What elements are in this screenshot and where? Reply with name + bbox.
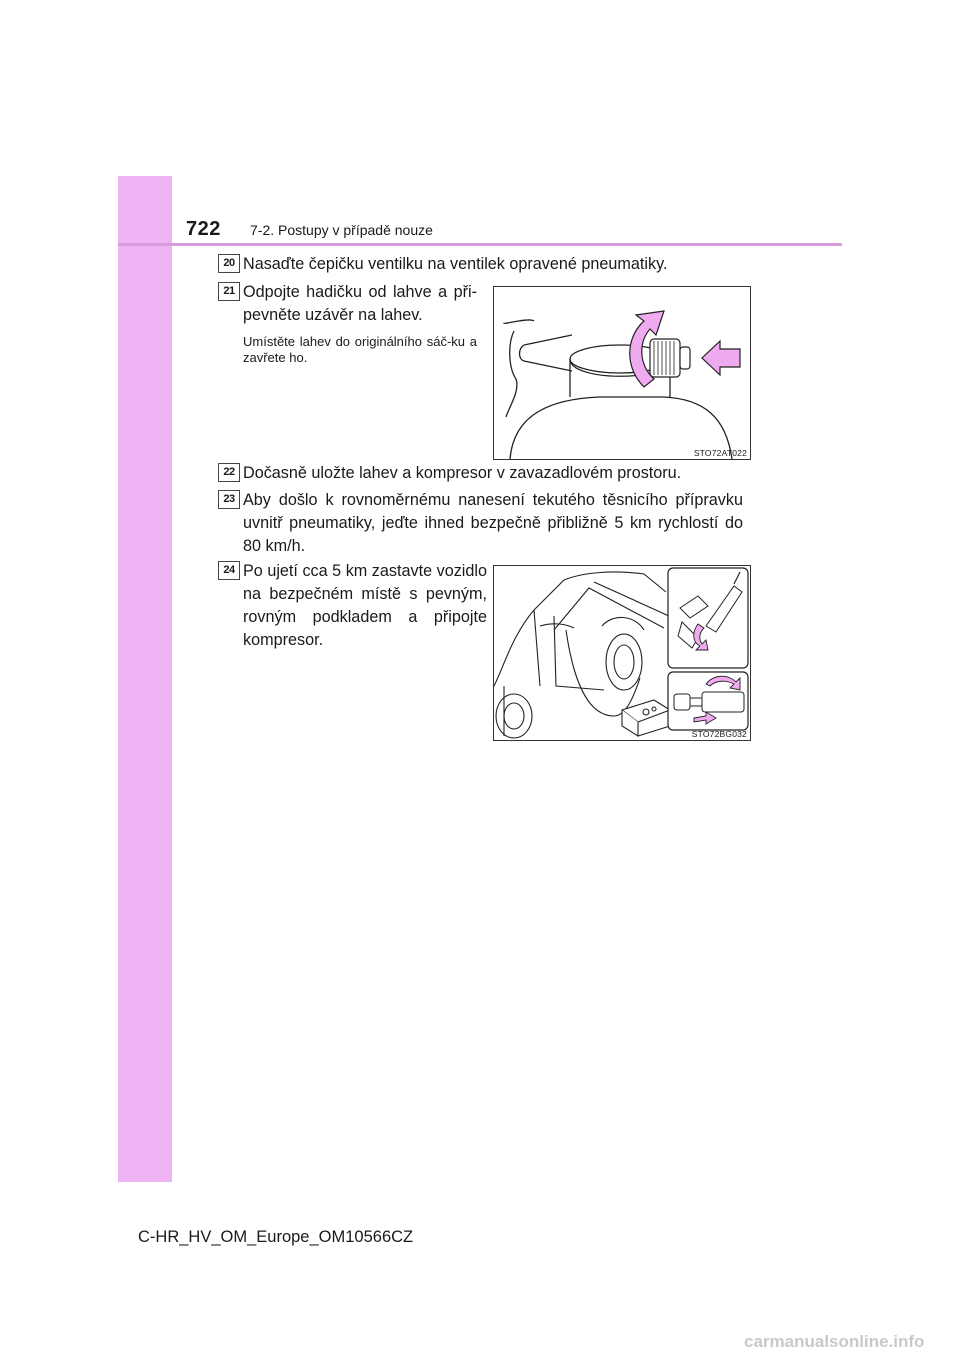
- step-20-text: Nasaďte čepičku ventilku na ventilek opravené pneumatiky.: [243, 255, 668, 273]
- car-compressor-figure: [493, 565, 751, 741]
- step-22-text: Dočasně uložte lahev a kompresor v zavazadlovém prostoru.: [243, 464, 682, 482]
- step-badge-20: 20: [218, 254, 240, 273]
- step-badge-23: 23: [218, 490, 240, 509]
- step-23-text: Aby došlo k rovnoměrnému nanesení tekutého těsnicího přípravku uvnitř pneumatiky, jeďte ihned bezpečně přibližně 5 km rychlostí do 80 km/h.: [243, 491, 743, 555]
- power-plug-icon: [668, 568, 748, 668]
- push-arrow-icon: [702, 341, 740, 375]
- step-21-note: Umístěte lahev do originálního sáč-ku a zavřete ho.: [243, 334, 477, 365]
- figure-code: STO72AT022: [693, 448, 747, 458]
- step-21-text: Odpojte hadičku od lahve a při-pevněte uzávěr na lahev.: [243, 283, 477, 324]
- chapter-sidebar-tab: [118, 176, 172, 1182]
- step-badge-24: 24: [218, 561, 240, 580]
- header-divider: [118, 243, 842, 246]
- bottle-cap-figure: [493, 286, 751, 460]
- document-footer-id: C-HR_HV_OM_Europe_OM10566CZ: [138, 1228, 414, 1246]
- compressor-icon: [622, 700, 670, 736]
- step-badge-21: 21: [218, 282, 240, 301]
- bottle-cap-icon: [650, 339, 690, 377]
- page-number: 722: [186, 218, 221, 240]
- step-badge-22: 22: [218, 463, 240, 482]
- figure-code: STO72BG032: [691, 729, 747, 739]
- step-24-text: Po ujetí cca 5 km zastavte vozidlo na bezpečném místě s pevným, rovným podkladem a připojte kompresor.: [243, 562, 487, 649]
- chapter-title: 7-2. Postupy v případě nouze: [250, 222, 433, 238]
- valve-icon: [668, 672, 748, 730]
- watermark: carmanualsonline.info: [744, 1332, 925, 1351]
